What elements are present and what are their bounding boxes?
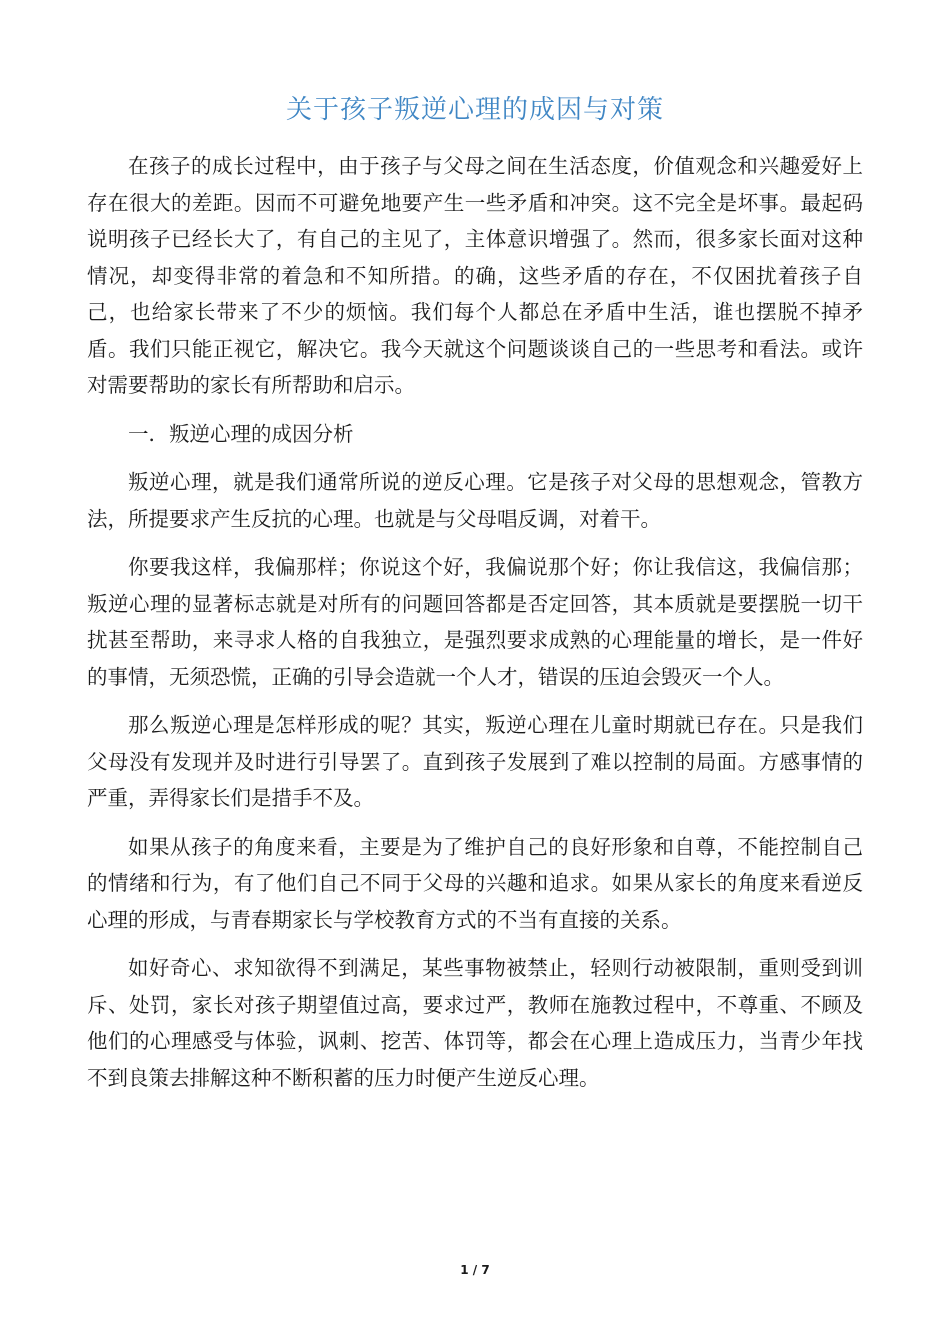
document-title: 关于孩子叛逆心理的成因与对策: [285, 95, 664, 125]
document-body: [87, 148, 863, 1108]
paragraph-signs: 你要我这样，我偏那样；你说这个好，我偏说那个好；你让我信这，我偏信那；叛逆心理的显著标志就是对所有的问题回答都是否定回答，其本质就是要摆脱一切干扰甚至帮助，来寻求人格的自我独立，是强烈要求成熟的心理能量的增长，是一件好的事情，无须恐慌，正确的引导会造就一个人才，错误的压迫会毁灭一个人。: [87, 555, 863, 689]
paragraph-perspective: 如果从孩子的角度来看，主要是为了维护自己的良好形象和自尊，不能控制自己的情绪和行为，有了他们自己不同于父母的兴趣和追求。如果从家长的角度来看逆反心理的形成，与青春期家长与学校教育方式的不当有直接的关系。: [87, 834, 863, 932]
paragraph-intro: 在孩子的成长过程中，由于孩子与父母之间在生活态度，价值观念和兴趣爱好上存在很大的差距。因而不可避免地要产生一些矛盾和冲突。这不完全是坏事。最起码说明孩子已经长大了，有自己的主见了，主体意识增强了。然而，很多家长面对这种情况，却变得非常的着急和不知所措。的确，这些矛盾的存在，不仅困扰着孩子自己，也给家长带来了不少的烦恼。我们每个人都总在矛盾中生活，谁也摆脱不掉矛盾。我们只能正视它，解决它。我今天就这个问题谈谈自己的一些思考和看法。或许对需要帮助的家长有所帮助和启示。: [87, 154, 863, 397]
paragraph-definition: 叛逆心理，就是我们通常所说的逆反心理。它是孩子对父母的思想观念，管教方法，所提要求产生反抗的心理。也就是与父母唱反调，对着干。: [87, 470, 863, 531]
paragraph-causes: 如好奇心、求知欲得不到满足，某些事物被禁止，轻则行动被限制，重则受到训斥、处罚，家长对孩子期望值过高，要求过严，教师在施教过程中，不尊重、不顾及他们的心理感受与体验，讽刺、挖苦、体罚等，都会在心理上造成压力，当青少年找不到良策去排解这种不断积蓄的压力时便产生逆反心理。: [87, 956, 863, 1090]
paragraph-formation: 那么叛逆心理是怎样形成的呢？其实，叛逆心理在儿童时期就已存在。只是我们父母没有发现并及时进行引导罢了。直到孩子发展到了难以控制的局面。方感事情的严重，弄得家长们是措手不及。: [87, 713, 863, 810]
page-indicator: 1 / 7: [460, 1263, 490, 1277]
section-heading: 一．叛逆心理的成因分析: [128, 421, 354, 446]
